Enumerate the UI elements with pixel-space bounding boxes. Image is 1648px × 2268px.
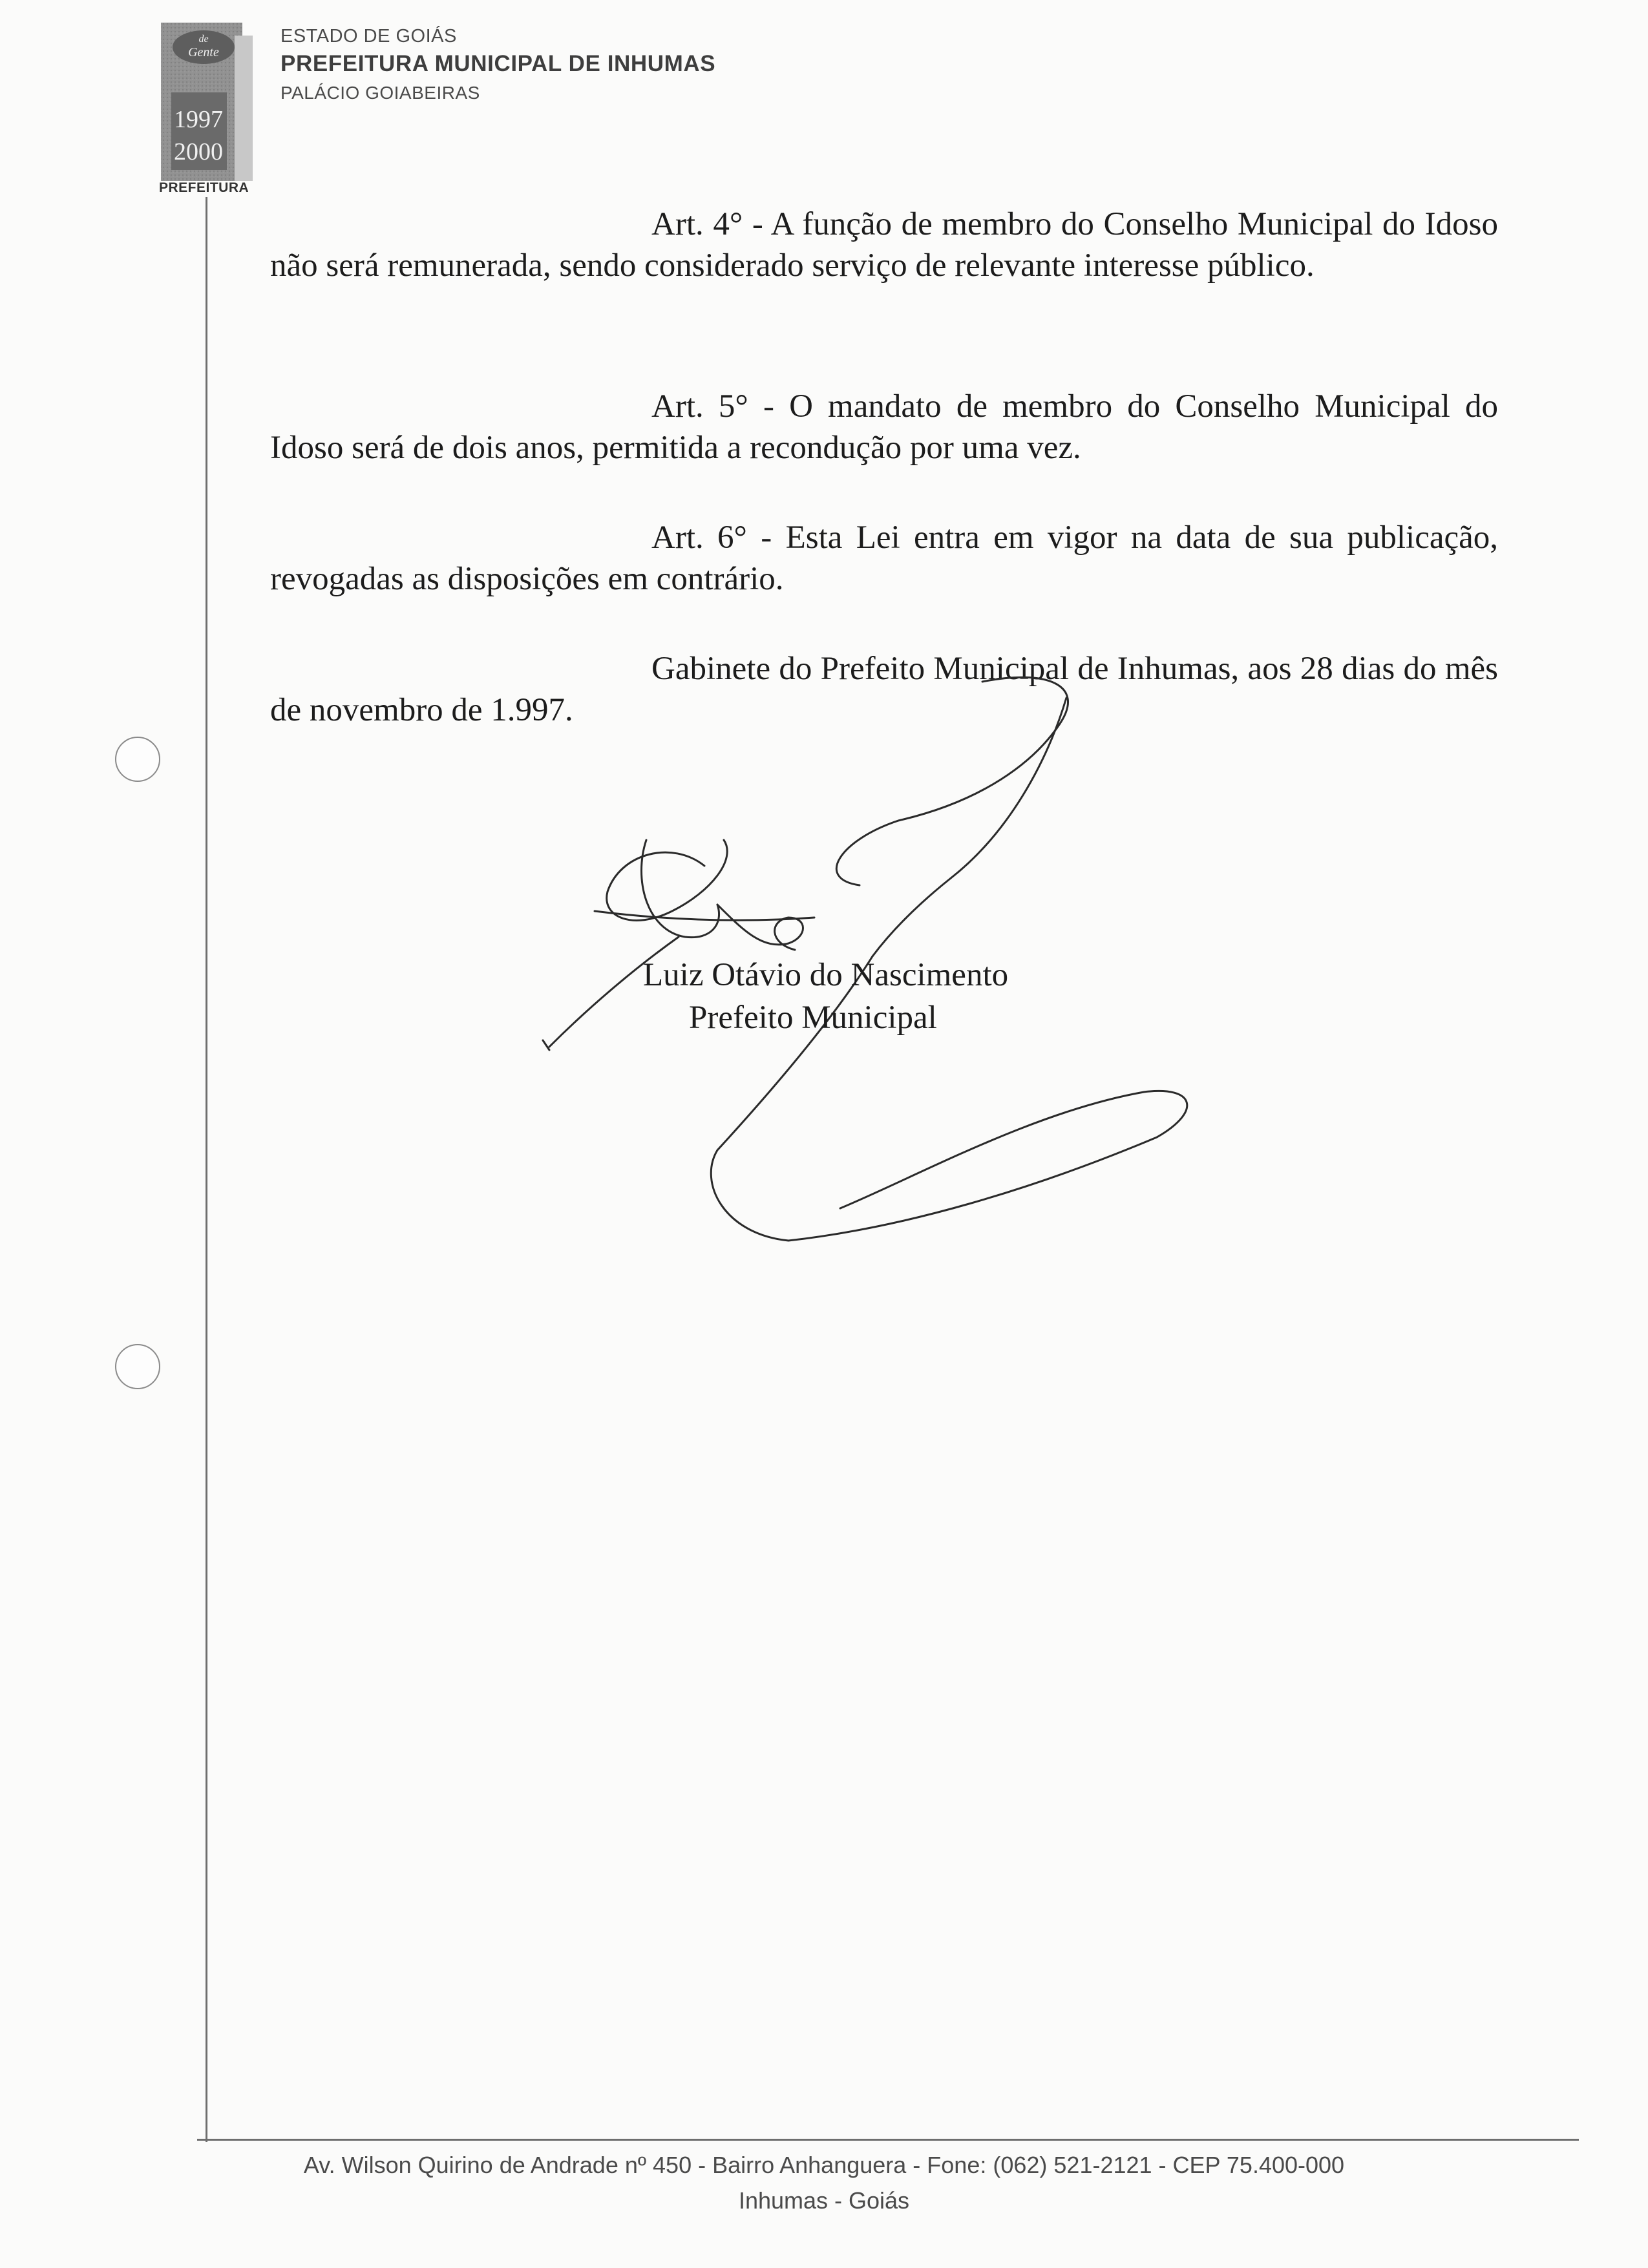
header-state: ESTADO DE GOIÁS bbox=[280, 26, 457, 47]
article-6-paragraph: Art. 6° - Esta Lei entra em vigor na data de sua publicação, revogadas as disposições em contrário. bbox=[270, 520, 1498, 597]
signatory-title: Prefeito Municipal bbox=[689, 1000, 937, 1036]
footer-address: Av. Wilson Quirino de Andrade nº 450 - Bairro Anhanguera - Fone: (062) 521-2121 - CEP 75.400-000 bbox=[303, 2152, 1345, 2178]
svg-text:Gente: Gente bbox=[188, 45, 219, 59]
footer-city: Inhumas - Goiás bbox=[738, 2187, 910, 2214]
header-city: PREFEITURA MUNICIPAL DE INHUMAS bbox=[280, 51, 716, 76]
logo-year-start: 1997 bbox=[174, 106, 223, 133]
header-palace: PALÁCIO GOIABEIRAS bbox=[280, 83, 480, 103]
punch-hole-bottom bbox=[115, 1344, 160, 1389]
letterhead bbox=[280, 23, 715, 107]
article-4-paragraph: Art. 4° - A função de membro do Conselho Municipal do Idoso não será remunerada, sendo considerado serviço de relevante interesse público. bbox=[270, 206, 1498, 284]
footer-rule bbox=[197, 2139, 1579, 2141]
logo-year-end: 2000 bbox=[174, 138, 223, 165]
punch-hole-top bbox=[115, 737, 160, 782]
svg-text:de: de bbox=[198, 34, 209, 45]
prefeitura-logo bbox=[158, 23, 255, 184]
signatory-name: Luiz Otávio do Nascimento bbox=[643, 957, 1009, 993]
left-margin-rule bbox=[206, 197, 207, 2142]
article-5-paragraph: Art. 5° - O mandato de membro do Conselho Municipal do Idoso será de dois anos, permitida a recondução por uma vez. bbox=[270, 388, 1498, 466]
closing-paragraph: Gabinete do Prefeito Municipal de Inhumas, aos 28 dias do mês de novembro de 1.997. bbox=[270, 651, 1498, 728]
logo-caption: PREFEITURA bbox=[159, 180, 249, 195]
